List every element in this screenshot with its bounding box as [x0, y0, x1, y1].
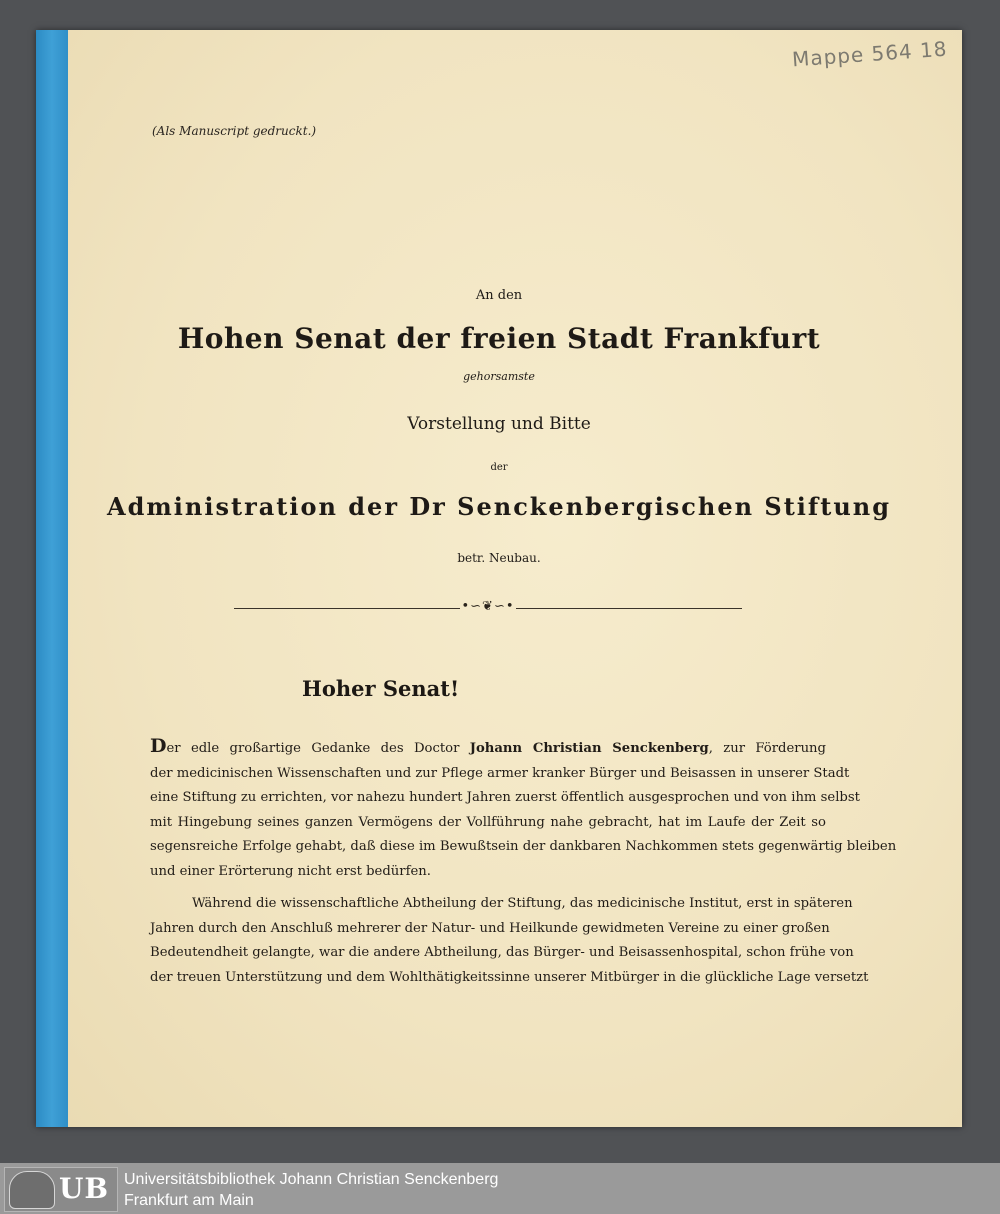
ub-logo-text: UB — [59, 1172, 110, 1205]
library-footer — [0, 1163, 1000, 1214]
pencil-archive-note: Mappe 564 18 — [791, 36, 949, 72]
paragraph-1 — [150, 734, 897, 885]
request-heading: Vorstellung und Bitte — [407, 414, 591, 434]
paragraph-1-line: segensreiche Erfolge gehabt, daß diese im Bewußtsein der dankbaren Nachkommen stets gegenwärtig bleiben — [150, 839, 897, 855]
founder-name: Johann Christian Senckenberg — [469, 741, 709, 756]
ornamental-divider — [234, 599, 742, 614]
library-name-line-2: Frankfurt am Main — [124, 1192, 254, 1209]
paragraph-2-line: Jahren durch den Anschluß mehrerer der Natur- und Heilkunde gewidmeten Vereine zu einer großen — [150, 920, 830, 936]
paragraph-2-line: Während die wissenschaftliche Abtheilung der Stiftung, das medicinische Institut, erst in späteren — [192, 896, 853, 911]
ub-logo[interactable] — [4, 1167, 118, 1212]
senate-heading: Hohen Senat der freien Stadt Frankfurt — [177, 322, 821, 355]
paragraph-1-line: eine Stiftung zu errichten, vor nahezu hundert Jahren zuerst öffentlich ausgesprochen und von ihm selbst — [150, 790, 860, 806]
blue-binding-strip — [36, 30, 68, 1127]
divider-line-left — [234, 608, 460, 609]
paragraph-1-line: der medicinischen Wissenschaften und zur Pflege armer kranker Bürger und Beisassen in unserer Stadt — [150, 765, 850, 781]
paragraph-1-line: Der edle großartige Gedanke des Doctor Johann Christian Senckenberg, zur Förderung — [150, 735, 826, 757]
senckenberg-portrait-icon — [9, 1171, 55, 1209]
paragraph-1-line: und einer Erörterung nicht erst bedürfen. — [150, 863, 431, 879]
library-name-line-1: Universitätsbibliothek Johann Christian Senckenberg — [124, 1171, 499, 1188]
paragraph-2 — [150, 892, 869, 990]
subject-line: betr. Neubau. — [457, 551, 541, 565]
address-der: der — [490, 462, 508, 473]
document-page — [36, 30, 962, 1127]
paragraph-1-line: mit Hingebung seines ganzen Vermögens der Vollführung nahe gebracht, hat im Laufe der Zeit so — [150, 814, 826, 830]
address-gehorsamste: gehorsamste — [463, 370, 535, 383]
divider-line-right — [516, 608, 742, 609]
dropcap: D — [150, 735, 167, 757]
manuscript-note: (Als Manuscript gedruckt.) — [152, 124, 317, 138]
paragraph-2-line: der treuen Unterstützung und dem Wohlthätigkeitssinne unserer Mitbürger in die glückliche Lage versetzt — [150, 969, 869, 985]
paragraph-2-line: Bedeutendheit gelangte, war die andere Abtheilung, das Bürger- und Beisassenhospital, schon frühe von — [150, 945, 854, 961]
address-an-den: An den — [475, 288, 523, 303]
divider-ornament-icon: •∽❦∽• — [461, 599, 515, 614]
library-name — [124, 1169, 498, 1211]
salutation: Hoher Senat! — [302, 676, 460, 701]
administration-heading: Administration der Dr Senckenbergischen Stiftung — [106, 492, 892, 521]
